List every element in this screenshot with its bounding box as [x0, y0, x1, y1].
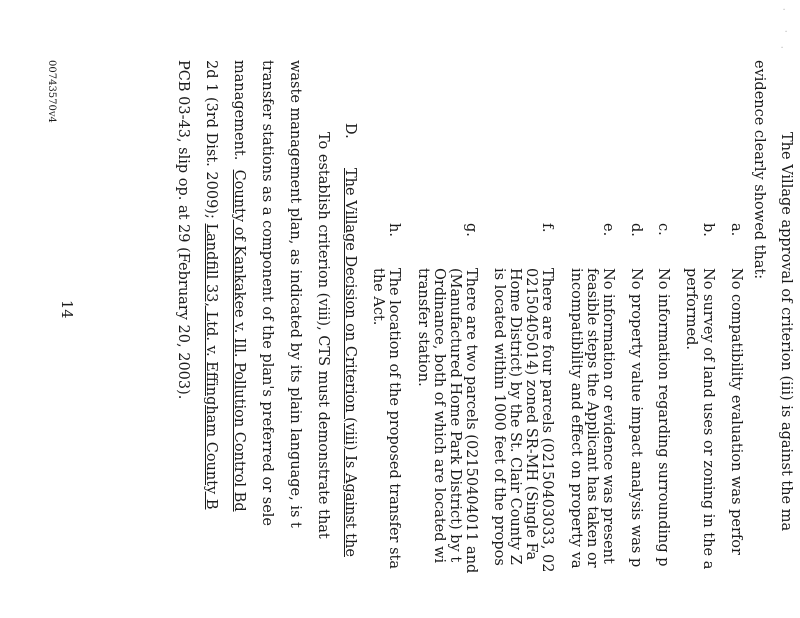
item-text: No survey of land uses or zoning in the a [700, 268, 716, 570]
item-label: e. [600, 223, 616, 237]
paragraph-line-1: To establish criterion (viii), CTS must demonstrate that [315, 132, 331, 539]
paragraph-line-2: waste management plan, as indicated by its plain language, is t [287, 60, 303, 528]
item-text: transfer station. [415, 268, 431, 387]
page-number: 14 [58, 300, 74, 319]
item-text: No compatibility evaluation was perfor [728, 268, 744, 555]
paragraph-text: management. [231, 60, 247, 161]
scan-speck: · [781, 30, 790, 33]
item-text: is located within 1000 feet of the propos [491, 268, 507, 566]
intro-line-1: The Village approval of criterion (iii) is against the ma [778, 132, 794, 532]
item-text: No property value impact analysis was p [628, 268, 644, 568]
item-text: 02150405014) zoned SR-MH (Single Fa [523, 268, 539, 561]
section-heading-label: D. [342, 123, 358, 139]
item-label: a. [728, 223, 744, 237]
item-text: No information regarding surrounding p [655, 268, 671, 567]
item-text: No information or evidence was present [600, 268, 616, 564]
item-text: incompatibility and effect on property va [568, 268, 584, 569]
item-text: Ordinance, both of which are located wi [431, 268, 447, 564]
scan-speck: · [779, 8, 788, 11]
item-text: There are two parcels (02150404011 and [463, 268, 479, 574]
citation-text: 2d 1 (3rd Dist. 2009); [203, 60, 219, 224]
item-text: There are four parcels (02150403033, 02 [539, 268, 555, 573]
paragraph-line-4 [230, 60, 248, 512]
item-text: (Manufactured Home Park District) by t [447, 268, 463, 563]
paragraph-line-6: PCB 03-43, slip op. at 29 (February 20, 2003). [175, 60, 191, 400]
item-text: The location of the proposed transfer sta [386, 268, 402, 569]
item-text: Home District) by the St. Clair County Z [507, 268, 523, 565]
item-label: f. [539, 223, 555, 233]
item-label: g. [463, 223, 479, 237]
section-heading: The Village Decision on Criterion (viii) Is Against the [342, 168, 358, 557]
item-label: b. [700, 223, 716, 237]
item-text: feasible steps the Applicant has taken or [584, 268, 600, 568]
paragraph-line-3: transfer stations as a component of the plan's preferred or sele [259, 60, 275, 527]
case-citation: Landfill 33, Ltd. v. Effingham County B [203, 223, 219, 510]
item-label: c. [655, 223, 671, 236]
scan-speck: · [777, 46, 786, 49]
document-id: 00743570v4 [46, 60, 57, 123]
intro-line-2: evidence clearly showed that: [751, 60, 767, 280]
item-label: d. [628, 223, 644, 237]
item-label: h. [386, 223, 402, 237]
item-text: the Act. [370, 268, 386, 326]
item-text: performed. [683, 268, 699, 351]
case-citation: County of Kankakee v. Ill. Pollution Control Bd [231, 169, 247, 512]
paragraph-line-5 [202, 60, 220, 510]
